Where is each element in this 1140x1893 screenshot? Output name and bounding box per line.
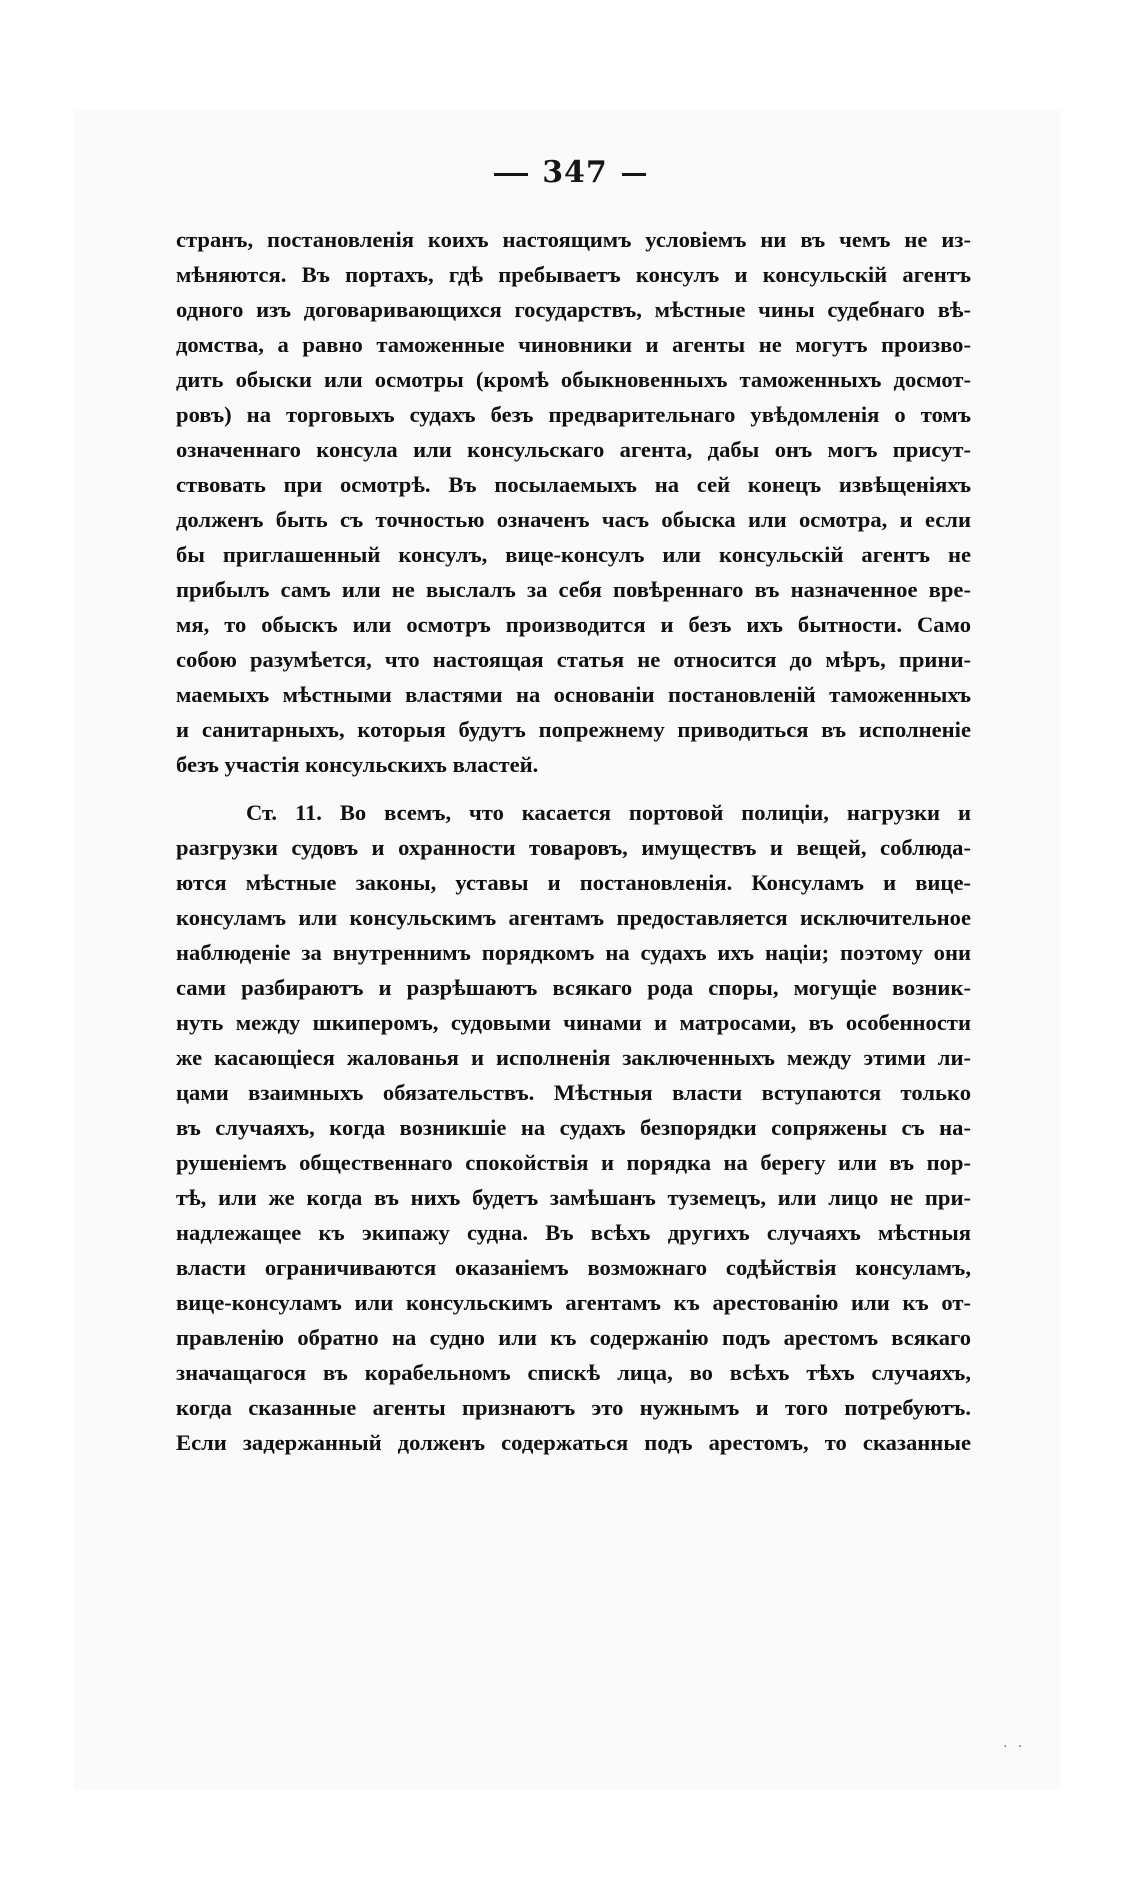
text-line: вице-консуламъ или консульскимъ агентамъ къ арестованію или къ от- — [176, 1290, 971, 1315]
text-line: сами разбираютъ и разрѣшаютъ всякаго рода споры, могущіе возник- — [176, 975, 971, 1000]
text-line: Если задержанный долженъ содержаться подъ арестомъ, то сказанные — [176, 1430, 971, 1455]
text-line: и санитарныхъ, которыя будутъ попрежнему приводиться въ исполненіе — [176, 717, 971, 742]
text-line: тѣ, или же когда въ нихъ будетъ замѣшанъ туземецъ, или лицо не при- — [176, 1185, 971, 1210]
text-line: значащагося въ корабельномъ спискѣ лица, во всѣхъ тѣхъ случаяхъ, — [176, 1360, 971, 1385]
body-text — [176, 222, 971, 1460]
text-line: прибылъ самъ или не выслалъ за себя повѣреннаго въ назначенное вре- — [176, 577, 971, 602]
text-line: долженъ быть съ точностью означенъ часъ обыска или осмотра, и если — [176, 507, 971, 532]
text-line: нуть между шкиперомъ, судовыми чинами и матросами, въ особенности — [176, 1010, 971, 1035]
page-number: 347 — [542, 155, 608, 190]
text-line: рушеніемъ общественнаго спокойствія и порядка на берегу или въ пор- — [176, 1150, 971, 1175]
text-line: собою разумѣется, что настоящая статья не относится до мѣръ, прини- — [176, 647, 971, 672]
dash-left-decoration — [494, 173, 528, 176]
paragraph-2 — [176, 795, 971, 1460]
text-line: маемыхъ мѣстными властями на основаніи постановленій таможенныхъ — [176, 682, 971, 707]
text-line: разгрузки судовъ и охранности товаровъ, имуществъ и вещей, соблюда- — [176, 835, 971, 860]
text-line: когда сказанные агенты признаютъ это нужнымъ и того потребуютъ. — [176, 1395, 971, 1420]
text-line: наблюденіе за внутреннимъ порядкомъ на судахъ ихъ націи; поэтому они — [176, 940, 971, 965]
text-line: въ случаяхъ, когда возникшіе на судахъ безпорядки сопряжены съ на- — [176, 1115, 971, 1140]
text-line: странъ, постановленія коихъ настоящимъ условіемъ ни въ чемъ не из- — [176, 227, 971, 252]
text-line: консуламъ или консульскимъ агентамъ предоставляется исключительное — [176, 905, 971, 930]
text-line: ются мѣстные законы, уставы и постановленія. Консуламъ и вице- — [176, 870, 971, 895]
text-line: одного изъ договаривающихся государствъ, мѣстные чины судебнаго вѣ- — [176, 297, 971, 322]
page-number-header — [0, 155, 1140, 190]
paragraph-gap — [176, 782, 971, 795]
dash-right-decoration — [622, 173, 646, 176]
text-line: надлежащее къ экипажу судна. Въ всѣхъ другихъ случаяхъ мѣстныя — [176, 1220, 971, 1245]
text-line: Ст. 11. Во всемъ, что касается портовой полиціи, нагрузки и — [246, 800, 971, 825]
text-line: власти ограничиваются оказаніемъ возможнаго содѣйствія консуламъ, — [176, 1255, 971, 1280]
scan-specks: · · — [1003, 1739, 1026, 1755]
text-line: мя, то обыскъ или осмотръ производится и безъ ихъ бытности. Само — [176, 612, 971, 637]
text-line: мѣняются. Въ портахъ, гдѣ пребываетъ консулъ и консульскій агентъ — [176, 262, 971, 287]
text-line: безъ участія консульскихъ властей. — [176, 752, 539, 777]
text-line: означеннаго консула или консульскаго агента, дабы онъ могъ присут- — [176, 437, 971, 462]
text-line: дить обыски или осмотры (кромѣ обыкновенныхъ таможенныхъ досмот- — [176, 367, 971, 392]
text-line: же касающіеся жалованья и исполненія заключенныхъ между этими ли- — [176, 1045, 971, 1070]
paragraph-1 — [176, 222, 971, 782]
text-line: домства, а равно таможенные чиновники и агенты не могутъ произво- — [176, 332, 971, 357]
text-line: правленію обратно на судно или къ содержанію подъ арестомъ всякаго — [176, 1325, 971, 1350]
text-line: цами взаимныхъ обязательствъ. Мѣстныя власти вступаются только — [176, 1080, 971, 1105]
text-line: ствовать при осмотрѣ. Въ посылаемыхъ на сей конецъ извѣщеніяхъ — [176, 472, 971, 497]
text-line: ровъ) на торговыхъ судахъ безъ предварительнаго увѣдомленія о томъ — [176, 402, 971, 427]
text-line: бы приглашенный консулъ, вице-консулъ или консульскій агентъ не — [176, 542, 971, 567]
